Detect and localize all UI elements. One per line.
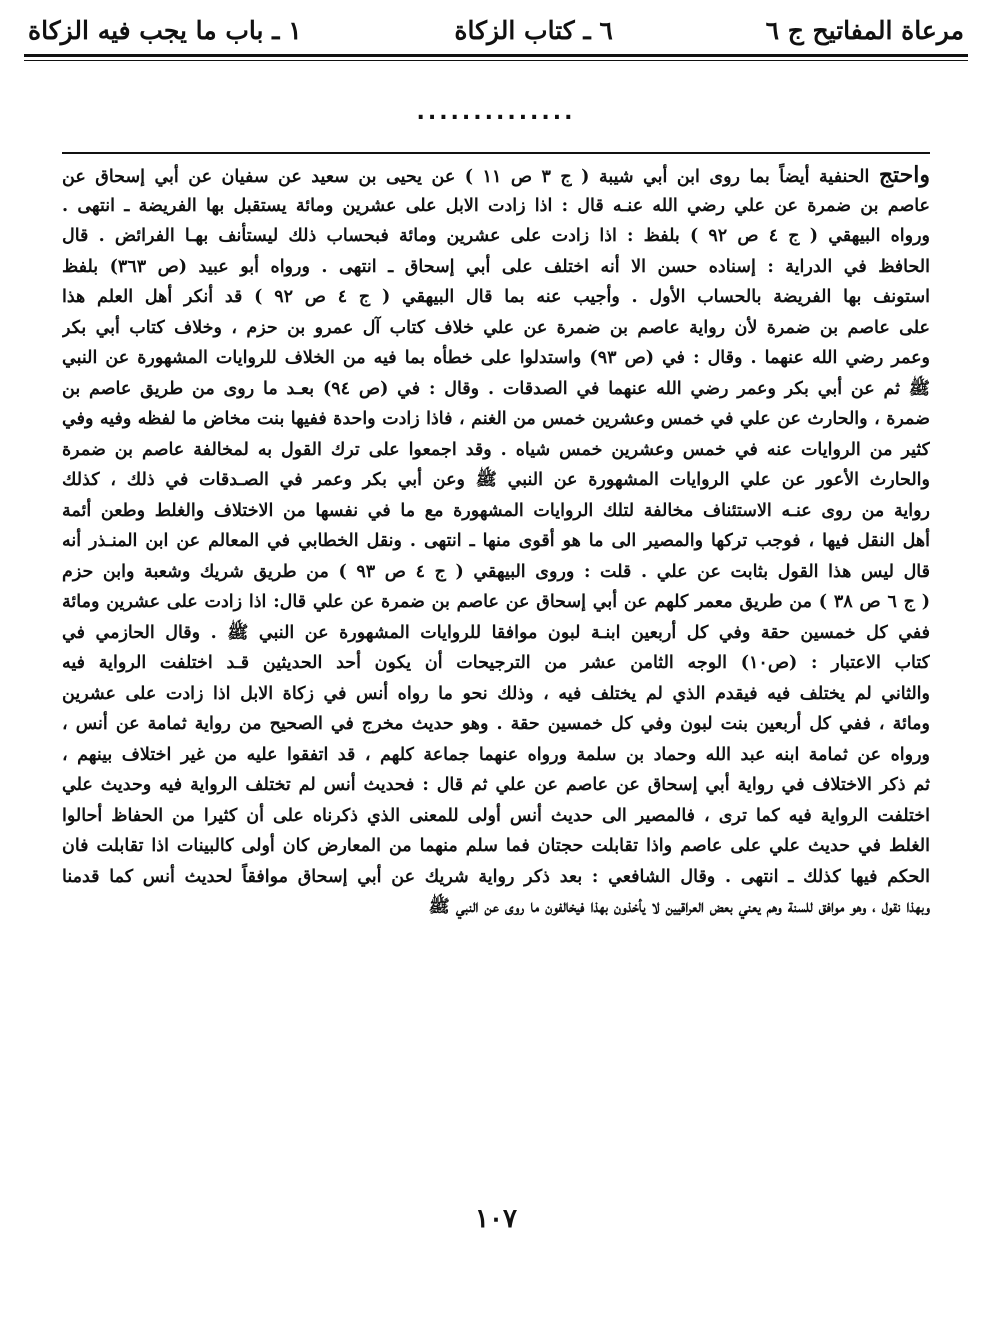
line-text: الغلط في حديث علي على عاصم واذا تقابلت حجتان فما سلم منهما من المعارض كان أولى كالبينات اذا تقابلت فان — [62, 836, 930, 856]
line-text: على عاصم بن ضمرة لأن رواية عاصم بن ضمرة عن علي خلاف كتاب آل عمرو بن حزم ، وخلاف كتاب أبي بكر — [62, 317, 930, 338]
book-title: مرعاة المفاتيح ج ٦ — [765, 15, 964, 45]
line-text: ﷺ ثم عن أبي بكر وعمر رضي الله عنهما في الصدقات . وقال : في (ص ٩٤) بعـد ما روى من طريق عاصم بن — [62, 378, 930, 399]
line-text: أهل النقل فيها ، فوجب تركها والمصير الى ما هو أقوى منها ـ انتهى . ونقل الخطابي في المعالم عن ابن المنـذر أنه — [62, 531, 930, 551]
text-line — [62, 404, 930, 435]
text-line — [62, 587, 930, 618]
line-text: وبهذا نقول ، وهو موافق للسنة وهم يعني بعض العراقيين لا يأخذون بهذا فيخالفون ما روى عن النبي ﷺ — [428, 897, 930, 917]
line-text: كتاب الاعتبار : (ص١٠) الوجه الثامن عشر من الترجيحات أن يكون أحد الحديثين قـد اختلفت الرواية فيه — [62, 653, 930, 673]
line-text: ورواه البيهقي ( ج ٤ ص ٩٢ ) بلفظ : اذا زادت على عشرين ومائة فبحساب ذلك ليستأنف بهـا الفرائض . قال — [62, 226, 930, 246]
text-line — [62, 831, 930, 862]
header-rule-thin — [24, 60, 968, 61]
text-line — [62, 557, 930, 588]
text-line — [62, 740, 930, 771]
line-text: رواية من روى عنـه الاستئناف مخالفة لتلك الروايات المشهورة مع ما في نفسها من الاختلاف والغلط وطعن أئمة — [62, 500, 930, 521]
lead-word: واحتج — [878, 162, 930, 188]
text-line — [62, 801, 930, 832]
text-line — [62, 526, 930, 557]
text-line — [62, 709, 930, 740]
text-line — [62, 282, 930, 313]
page-number: ١٠٧ — [475, 1204, 517, 1234]
commentary-text — [62, 160, 930, 923]
text-line — [62, 252, 930, 283]
line-text: الحكم فيها كذلك ـ انتهى . وقال الشافعي : بعد ذكر رواية شريك عن أبي إسحاق موافقاً لحديث أنس كما قدمنا — [62, 866, 930, 887]
text-line — [62, 496, 930, 527]
chapter-title: ١ ـ باب ما يجب فيه الزكاة — [28, 15, 302, 45]
line-text: الحافظ في الدراية : إسناده حسن الا أنه اختلف على أبي إسحاق ـ انتهى . ورواه أبو عبيد (ص ٣٦٣) بلفظ — [62, 256, 930, 277]
line-text: ثم ذكر الاختلاف في رواية أبي إسحاق عن عاصم عن علي ثم قال : فحديث أنس لم تختلف الرواية فيه وحديث علي — [62, 775, 930, 795]
text-line — [62, 770, 930, 801]
text-line — [62, 221, 930, 252]
text-line — [62, 313, 930, 344]
running-header — [28, 8, 964, 52]
header-rule — [24, 54, 968, 57]
section-title: ٦ ـ كتاب الزكاة — [454, 15, 613, 45]
line-text: ضمرة ، والحارث عن علي في خمس وعشرين خمس من الغنم ، فاذا زادت واحدة ففيها بنت مخاض ما لفظه وفيه وفي — [62, 409, 930, 429]
text-line — [62, 435, 930, 466]
text-line — [62, 862, 930, 893]
line-text: والثاني لم يختلف فيه فيقدم الذي لم يختلف فيه ، وذلك نحو ما رواه أنس في زكاة الابل اذا زادت على عشرين — [62, 683, 930, 704]
text-line — [62, 618, 930, 649]
line-text: كثير من الروايات عنه في خمس وعشرين خمس شياه . وقد اجمعوا على ترك القول به لمخالفة عاصم بن ضمرة — [62, 439, 930, 460]
text-line — [62, 191, 930, 222]
text-line — [62, 465, 930, 496]
text-line — [62, 374, 930, 405]
text-line — [62, 343, 930, 374]
line-text: الحنفية أيضاً بما روى ابن أبي شيبة ( ج ٣ ص ١١ ) عن يحيى بن سعيد عن سفيان عن أبي إسحاق عن — [62, 167, 879, 187]
text-line — [62, 679, 930, 710]
line-text: ورواه عن ثمامة ابنه عبد الله وحماد بن سلمة ورواه عنهما جماعة كلهم ، قد اتفقوا عليه من غير اختلاف بينهم ، — [62, 744, 930, 765]
text-line — [62, 648, 930, 679]
line-text: ومائة ، ففي كل أربعين بنت لبون وفي كل خمسين حقة . وهو حديث مخرج في الصحيح من رواية ثمامة عن أنس ، — [62, 714, 930, 734]
line-text: عاصم بن ضمرة عن علي رضي الله عنـه قال : اذا زادت الابل على عشرين ومائة يستقبل بها الفريضة ـ انتهى . — [62, 195, 930, 216]
line-text: استونف بها الفريضة بالحساب الأول . وأجيب عنه بما قال البيهقي ( ج ٤ ص ٩٢ ) قد أنكر أهل العلم هذا — [62, 287, 930, 307]
line-text: اختلفت الرواية فيه كما ترى ، فالمصير الى حديث أنس أولى للمعنى الذي ذكرناه على أن كثيرا من الحفاظ أحالوا — [62, 805, 930, 826]
commentary-rule — [62, 152, 930, 154]
text-line — [62, 160, 930, 191]
separator-dots: .............. — [416, 100, 576, 125]
line-text: قال ليس هذا القول بثابت عن علي . قلت : وروى البيهقي ( ج ٤ ص ٩٣ ) من طريق شريك وشعبة وابن حزم — [62, 561, 930, 582]
line-text: والحارث الأعور عن علي الروايات المشهورة عن النبي ﷺ وعن أبي بكر وعمر في الصـدقات في ذلك ، كذلك — [62, 470, 930, 490]
line-text: وعمر رضي الله عنهما . وقال : في (ص ٩٣) واستدلوا على خطأه بما فيه من الخلاف للروايات المشهورة عن النبي — [62, 348, 930, 368]
text-line — [62, 892, 930, 923]
line-text: ففي كل خمسين حقة وفي كل أربعين ابنـة لبون موافقا للروايات المشهورة عن النبي ﷺ . وقال الحازمي في — [62, 622, 930, 643]
line-text: ( ج ٦ ص ٣٨ ) من طريق معمر كلهم عن أبي إسحاق عن عاصم بن ضمرة عن علي قال: اذا زادت على عشرين ومائة — [62, 592, 930, 612]
